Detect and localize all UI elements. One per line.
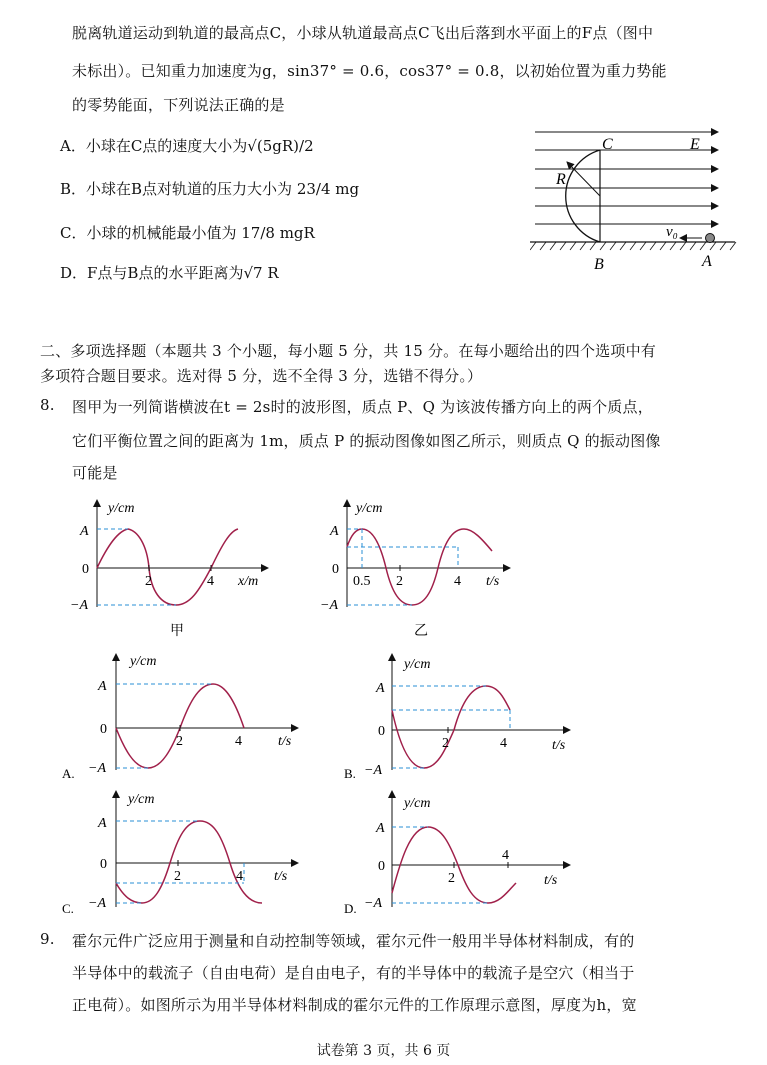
yi-t2: 4 <box>454 574 461 589</box>
label-b: B <box>594 256 604 272</box>
section2-line-1: 二、多项选择题（本题共 3 个小题，每小题 5 分，共 15 分。在每小题给出的四个选项中有 <box>40 342 656 360</box>
c-ylabel: y/cm <box>128 792 155 807</box>
yi-t0: 0.5 <box>353 574 371 589</box>
d-t2: 4 <box>502 848 509 863</box>
q7-option-a: A．小球在C点的速度大小为√(5gR)/2 <box>60 137 314 155</box>
label-c: C <box>602 136 613 153</box>
jia-zero: 0 <box>82 562 89 577</box>
b-zero: 0 <box>378 724 385 739</box>
q8-line-3: 可能是 <box>72 464 118 482</box>
c-xlabel: t/s <box>274 869 288 884</box>
jia-top: A <box>80 524 89 539</box>
b-xlabel: t/s <box>552 738 566 753</box>
yi-xlabel: t/s <box>486 574 500 589</box>
q9-line-1: 霍尔元件广泛应用于测量和自动控制等领域，霍尔元件一般用半导体材料制成，有的 <box>72 932 635 950</box>
jia-bottom: −A <box>70 598 88 613</box>
d-zero: 0 <box>378 859 385 874</box>
d-xlabel: t/s <box>544 873 558 888</box>
q9-number: 9. <box>40 930 55 948</box>
c-t2: 4 <box>236 869 243 884</box>
q8-option-b-graph <box>340 648 590 788</box>
label-v0: v₀ <box>666 224 678 240</box>
c-zero: 0 <box>100 857 107 872</box>
q8-number: 8. <box>40 396 55 414</box>
jia-t1: 2 <box>145 574 152 589</box>
b-ylabel: y/cm <box>404 657 431 672</box>
q7-option-b: B．小球在B点对轨道的压力大小为 23/4 mg <box>60 180 360 198</box>
d-bottom: −A <box>364 896 382 911</box>
q9-line-3: 正电荷）。如图所示为用半导体材料制成的霍尔元件的工作原理示意图，厚度为h，宽 <box>72 996 637 1014</box>
q8-line-2: 它们平衡位置之间的距离为 1m，质点 P 的振动图像如图乙所示，则质点 Q 的振动图像 <box>72 432 661 450</box>
q8-option-a-graph <box>58 648 308 788</box>
c-letter: C. <box>62 901 74 916</box>
d-t1: 2 <box>448 871 455 886</box>
q7-line-2: 未标出）。已知重力加速度为g，sin37° = 0.6，cos37° = 0.8，以初始位置为重力势能 <box>72 62 667 80</box>
d-letter: D. <box>344 901 357 916</box>
yi-top: A <box>330 524 339 539</box>
yi-ylabel: y/cm <box>356 501 383 516</box>
page-footer: 试卷第 3 页，共 6 页 <box>316 1043 451 1059</box>
section2-line-2: 多项符合题目要求。选对得 5 分，选不全得 3 分，选错不得分。） <box>40 367 483 385</box>
q7-option-d: D．F点与B点的水平距离为√7 R <box>60 264 279 282</box>
c-bottom: −A <box>88 896 106 911</box>
b-letter: B. <box>344 766 356 781</box>
b-bottom: −A <box>364 763 382 778</box>
q7-line-1: 脱离轨道运动到轨道的最高点C，小球从轨道最高点C飞出后落到水平面上的F点（图中 <box>72 24 654 42</box>
q8-line-1: 图甲为一列简谐横波在t = 2s时的波形图，质点 P、Q 为该波传播方向上的两个质点， <box>72 398 653 416</box>
yi-caption: 乙 <box>414 624 428 639</box>
label-a: A <box>702 253 712 270</box>
a-zero: 0 <box>100 722 107 737</box>
a-bottom: −A <box>88 761 106 776</box>
d-top: A <box>376 821 385 836</box>
q7-track-figure <box>530 122 745 272</box>
jia-xlabel: x/m <box>238 574 259 589</box>
a-t2: 4 <box>235 734 242 749</box>
q9-line-2: 半导体中的载流子（自由电荷）是自由电子，有的半导体中的载流子是空穴（相当于 <box>72 964 635 982</box>
d-ylabel: y/cm <box>404 796 431 811</box>
a-letter: A. <box>62 766 75 781</box>
yi-bottom: −A <box>320 598 338 613</box>
a-t1: 2 <box>176 734 183 749</box>
a-ylabel: y/cm <box>130 654 157 669</box>
label-r: R <box>556 171 566 188</box>
q8-option-c-graph <box>58 785 308 920</box>
b-top: A <box>376 681 385 696</box>
a-xlabel: t/s <box>278 734 292 749</box>
yi-t1: 2 <box>396 574 403 589</box>
a-top: A <box>98 679 107 694</box>
graph-yi <box>318 495 518 645</box>
jia-t2: 4 <box>207 574 214 589</box>
jia-ylabel: y/cm <box>108 501 135 516</box>
c-top: A <box>98 816 107 831</box>
jia-caption: 甲 <box>170 624 184 639</box>
b-t1: 2 <box>442 736 449 751</box>
q7-line-3: 的零势能面，下列说法正确的是 <box>72 96 285 114</box>
b-t2: 4 <box>500 736 507 751</box>
ball <box>706 234 715 243</box>
graph-jia <box>68 495 278 645</box>
q8-option-d-graph <box>340 785 590 920</box>
label-e: E <box>690 136 700 153</box>
q7-option-c: C．小球的机械能最小值为 17/8 mgR <box>60 224 315 242</box>
yi-zero: 0 <box>332 562 339 577</box>
c-t1: 2 <box>174 869 181 884</box>
